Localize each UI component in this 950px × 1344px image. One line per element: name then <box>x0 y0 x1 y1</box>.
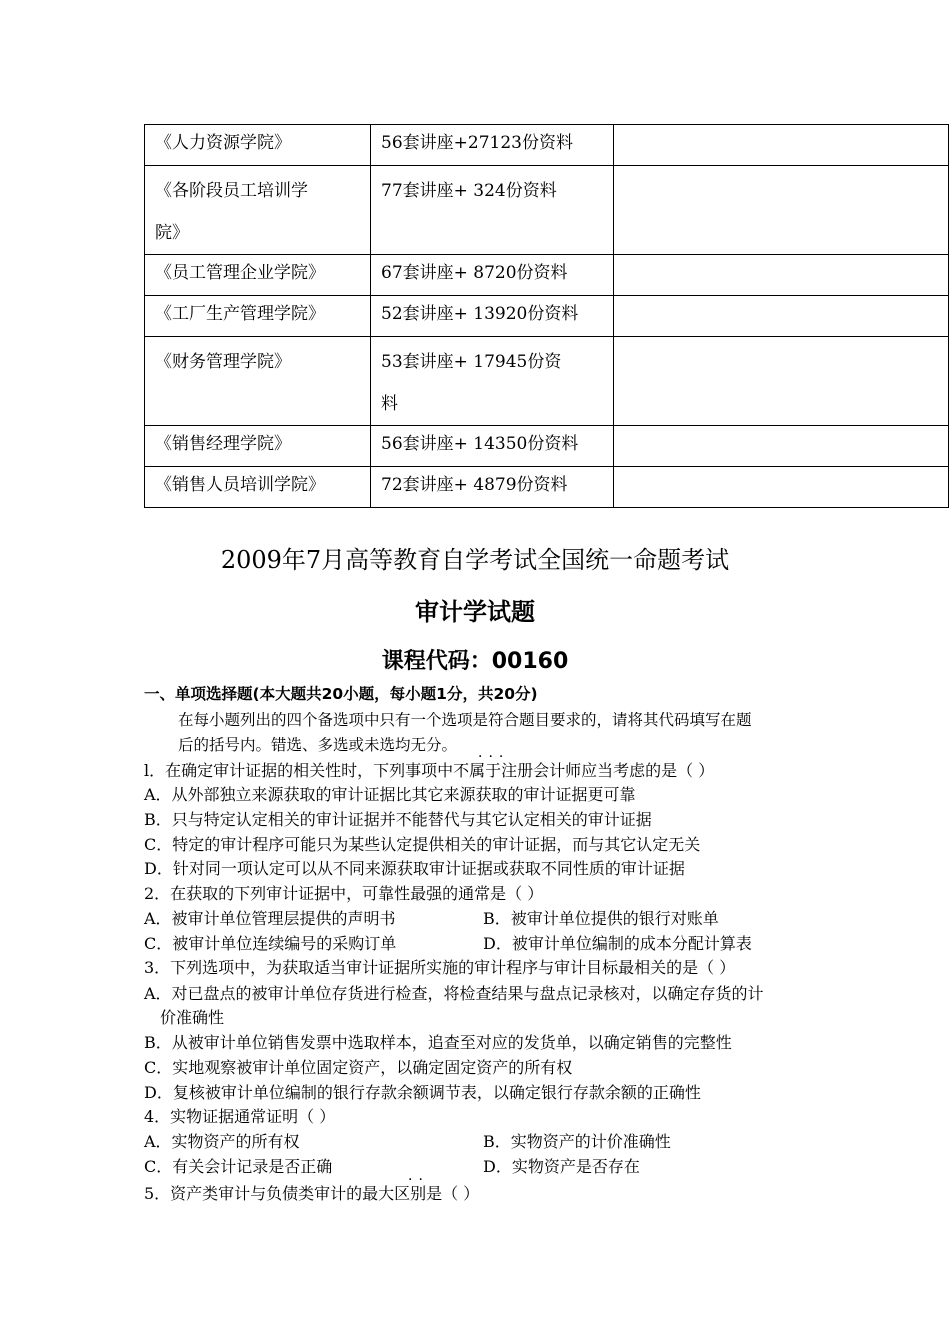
table-cell-name: 《员工管理企业学院》 <box>145 255 371 296</box>
table-cell-empty <box>614 166 949 255</box>
table-cell-content: 77套讲座+ 324份资料 <box>371 166 614 255</box>
table-cell-name: 《财务管理学院》 <box>145 337 371 426</box>
table-row <box>145 337 949 426</box>
question-stem: 3．下列选项中，为获取适当审计证据所实施的审计程序与审计目标最相关的是（ ） <box>144 958 736 977</box>
question-option: D．复核被审计单位编制的银行存款余额调节表，以确定银行存款余额的正确性 <box>144 1083 701 1102</box>
table-cell-name: 《人力资源学院》 <box>145 125 371 166</box>
table-cell-empty <box>614 125 949 166</box>
table-row <box>145 125 949 166</box>
table-cell-name: 《工厂生产管理学院》 <box>145 296 371 337</box>
cell-line: 53套讲座+ 17945份资 <box>381 352 562 372</box>
table-cell-content: 56套讲座+ 14350份资料 <box>371 426 614 467</box>
question-option: C．特定的审计程序可能只为某些认定提供相关的审计证据，而与其它认定无关 <box>144 835 701 854</box>
question-option: D．针对同一项认定可以从不同来源获取审计证据或获取不同性质的审计证据 <box>144 859 685 878</box>
table-row <box>145 166 949 255</box>
table-row <box>145 296 949 337</box>
question-stem: l．在确定审计证据的相关性时，下列事项中不属于注册会计师应当考虑的是（ ） <box>144 761 715 780</box>
question-option: B．从被审计单位销售发票中选取样本，追查至对应的发货单，以确定销售的完整性 <box>144 1033 732 1052</box>
table-cell-name <box>145 166 371 255</box>
emphasis-dots: ·· <box>408 1172 429 1188</box>
table-cell-content: 52套讲座+ 13920份资料 <box>371 296 614 337</box>
table-cell-content: 67套讲座+ 8720份资料 <box>371 255 614 296</box>
section-heading: 一、单项选择题(本大题共20小题，每小题1分，共20分) <box>144 685 538 703</box>
question-option: A．对已盘点的被审计单位存货进行检查，将检查结果与盘点记录核对，以确定存货的计 <box>144 984 764 1003</box>
question-option: C．被审计单位连续编号的采购订单 <box>144 934 397 953</box>
question-stem: 2．在获取的下列审计证据中，可靠性最强的通常是（ ） <box>144 884 544 903</box>
table-cell-empty <box>614 467 949 508</box>
table-cell-name: 《销售经理学院》 <box>145 426 371 467</box>
question-option: C．有关会计记录是否正确 <box>144 1157 333 1176</box>
cell-line: 院》 <box>155 223 189 243</box>
table-cell-content: 72套讲座+ 4879份资料 <box>371 467 614 508</box>
catalog-table <box>144 124 949 508</box>
table-cell-empty <box>614 255 949 296</box>
table-cell-empty <box>614 337 949 426</box>
table-row <box>145 426 949 467</box>
cell-line: 料 <box>381 394 398 414</box>
question-option: A．被审计单位管理层提供的声明书 <box>144 909 396 928</box>
question-option: C．实地观察被审计单位固定资产，以确定固定资产的所有权 <box>144 1058 573 1077</box>
exam-title: 2009年7月高等教育自学考试全国统一命题考试 <box>220 546 730 574</box>
question-option: B．被审计单位提供的银行对账单 <box>483 909 719 928</box>
table-cell-empty <box>614 296 949 337</box>
table-cell-content: 56套讲座+27123份资料 <box>371 125 614 166</box>
table-cell-empty <box>614 426 949 467</box>
table-cell-name: 《销售人员培训学院》 <box>145 467 371 508</box>
exam-subject: 审计学试题 <box>415 598 535 626</box>
question-option: 价准确性 <box>160 1008 225 1027</box>
question-option: D．被审计单位编制的成本分配计算表 <box>483 934 752 953</box>
section-instruction: 后的括号内。错选、多选或未选均无分。 <box>178 736 458 754</box>
emphasis-dots: ··· <box>478 749 510 765</box>
table-row <box>145 255 949 296</box>
question-option: A．从外部独立来源获取的审计证据比其它来源获取的审计证据更可靠 <box>144 785 636 804</box>
section-instruction: 在每小题列出的四个备选项中只有一个选项是符合题目要求的，请将其代码填写在题 <box>178 711 752 729</box>
question-option: B．实物资产的计价准确性 <box>483 1132 671 1151</box>
cell-line: 《各阶段员工培训学 <box>155 181 308 201</box>
question-option: D．实物资产是否存在 <box>483 1157 640 1176</box>
question-option: A．实物资产的所有权 <box>144 1132 300 1151</box>
table-row <box>145 467 949 508</box>
course-code: 课程代码：00160 <box>381 649 569 674</box>
question-stem: 4．实物证据通常证明（ ） <box>144 1107 336 1126</box>
table-cell-content <box>371 337 614 426</box>
question-option: B．只与特定认定相关的审计证据并不能替代与其它认定相关的审计证据 <box>144 810 652 829</box>
question-stem: 5．资产类审计与负债类审计的最大区别是（ ） <box>144 1184 480 1203</box>
